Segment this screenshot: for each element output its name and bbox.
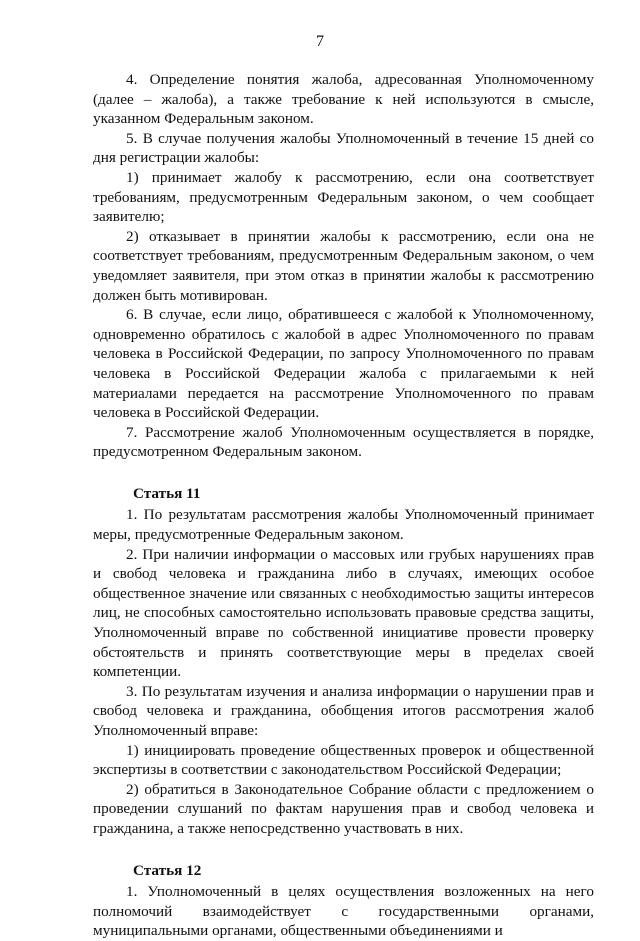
article-12-heading: Статья 12 — [133, 861, 202, 879]
article-12-paragraph-1: 1. Уполномоченный в целях осуществления возложенных на него полномочий взаимодействует с государственными органами, муниципальными органами, общественными объединениями и — [93, 883, 594, 940]
paragraph-5: 5. В случае получения жалобы Уполномоченный в течение 15 дней со дня регистрации жалобы: — [93, 129, 594, 167]
article-11-paragraph-3: 3. По результатам изучения и анализа информации о нарушении прав и свобод человека и гражданина, обобщения итогов рассмотрения жалоб Уполномоченный вправе: — [93, 682, 594, 739]
article-11-paragraph-1: 1. По результатам рассмотрения жалобы Уполномоченный принимает меры, предусмотренные Федеральным законом. — [93, 506, 594, 544]
paragraph-5-item-2: 2) отказывает в принятии жалобы к рассмотрению, если она не соответствует требованиям, предусмотренным Федеральным законом, о чем уведомляет заявителя, при этом отказ в принятии жалобы к рассмотрению должен быть мотивирован. — [93, 227, 594, 304]
article-11-paragraph-2: 2. При наличии информации о массовых или грубых нарушениях прав и свобод человека и гражданина либо в случаях, имеющих особое общественное значение или связанных с необходимостью защиты интересов лиц, не способных самостоятельно использовать правовые средства защиты, Уполномоченный вправе по собственной инициативе провести проверку обстоятельств и принять соответствующие меры в пределах своей компетенции. — [93, 545, 594, 681]
document-body — [93, 70, 594, 941]
paragraph-4: 4. Определение понятия жалоба, адресованная Уполномоченному (далее – жалоба), а также требование к ней используются в смысле, указанном Федеральным законом. — [93, 71, 594, 128]
article-11-heading: Статья 11 — [133, 484, 201, 502]
page-number: 7 — [316, 33, 324, 50]
paragraph-5-item-1: 1) принимает жалобу к рассмотрению, если она соответствует требованиям, предусмотренным Федеральным законом, о чем сообщает заявителю; — [93, 168, 594, 226]
article-11-paragraph-3-item-1: 1) инициировать проведение общественных проверок и общественной экспертизы в соответствии с законодательством Российской Федерации; — [93, 741, 594, 779]
paragraph-6: 6. В случае, если лицо, обратившееся с жалобой к Уполномоченному, одновременно обратилось с жалобой в адрес Уполномоченного по правам человека в Российской Федерации, по запросу Уполномоченного по правам человека в Российской Федерации жалоба с прилагаемыми к ней материалами передается на рассмотрение Уполномоченного по правам человека в Российской Федерации. — [93, 306, 594, 422]
paragraph-7: 7. Рассмотрение жалоб Уполномоченным осуществляется в порядке, предусмотренном Федеральным законом. — [93, 423, 594, 461]
article-11-paragraph-3-item-2: 2) обратиться в Законодательное Собрание области с предложением о проведении слушаний по фактам нарушения прав и свобод человека и гражданина, а также непосредственно участвовать в них. — [93, 780, 594, 837]
